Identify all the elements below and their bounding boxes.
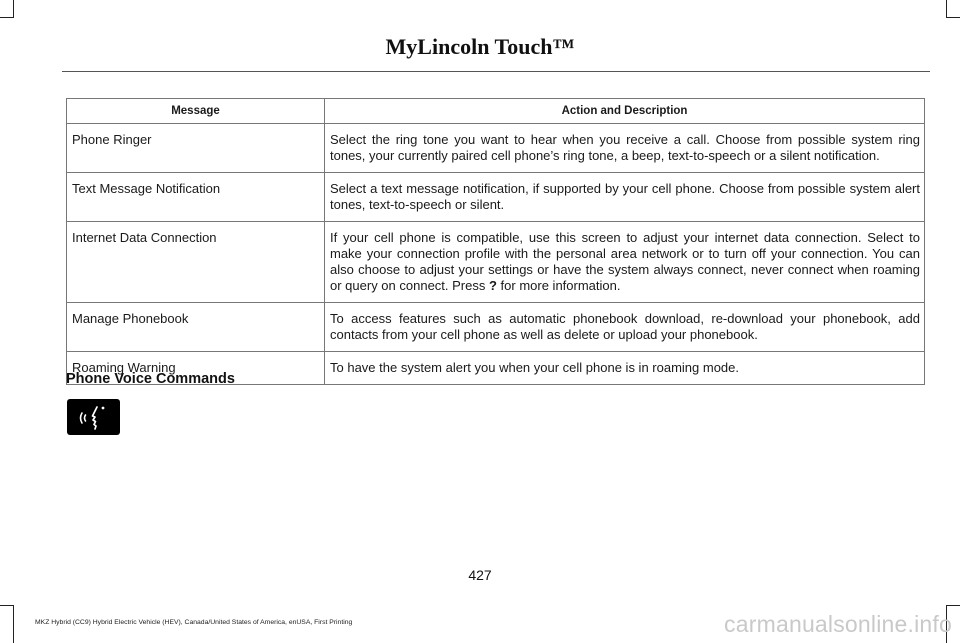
crop-mark-top-right-v [946,0,947,17]
table-header-row [67,99,925,124]
table-row [67,173,925,222]
page-number: 427 [468,567,492,583]
description-text: If your cell phone is compatible, use this screen to adjust your internet data connection. Select to make your connection profile with the personal area network or to turn off your connection. You can also choose to adjust your settings or have the system always connect, never connect when roaming or query on connect. Press [330,230,920,293]
description-cell: To have the system alert you when your cell phone is in roaming mode. [325,352,925,385]
crop-mark-top-left-v [13,0,14,17]
message-cell: Roaming Warning [67,352,325,385]
table-row [67,222,925,303]
column-header-action: Action and Description [325,99,925,124]
table-row [67,303,925,352]
help-key-symbol: ? [488,278,497,293]
crop-mark-top-right-h [946,17,960,18]
message-cell: Manage Phonebook [67,303,325,352]
phone-settings-table [66,98,925,385]
message-cell: Text Message Notification [67,173,325,222]
site-watermark: carmanualsonline.info [724,611,952,637]
description-text-end: for more information. [496,278,621,293]
vehicle-info-footer: MKZ Hybrid (CC9) Hybrid Electric Vehicle (HEV), Canada/United States of America, enUSA, First Printing [35,619,353,626]
crop-mark-bottom-left-h [0,605,14,606]
description-cell: Select a text message notification, if supported by your cell phone. Choose from possible system alert tones, text-to-speech or silent. [325,173,925,222]
description-cell [325,222,925,303]
message-cell: Phone Ringer [67,124,325,173]
crop-mark-bottom-left-v [13,605,14,643]
section-heading: Phone Voice Commands [66,371,235,387]
header-divider [62,71,930,72]
column-header-message: Message [67,99,325,124]
description-cell: To access features such as automatic phonebook download, re-download your phonebook, add contacts from your cell phone as well as delete or upload your phonebook. [325,303,925,352]
crop-mark-bottom-right-h [946,605,960,606]
table-row [67,124,925,173]
description-cell: Select the ring tone you want to hear when you receive a call. Choose from possible system ring tones, your currently paired cell phone’s ring tone, a beep, text-to-speech or a silent notification. [325,124,925,173]
page-header-title: MyLincoln Touch™ [385,34,575,59]
message-cell: Internet Data Connection [67,222,325,303]
crop-mark-top-left-h [0,17,14,18]
voice-command-icon [67,399,120,435]
